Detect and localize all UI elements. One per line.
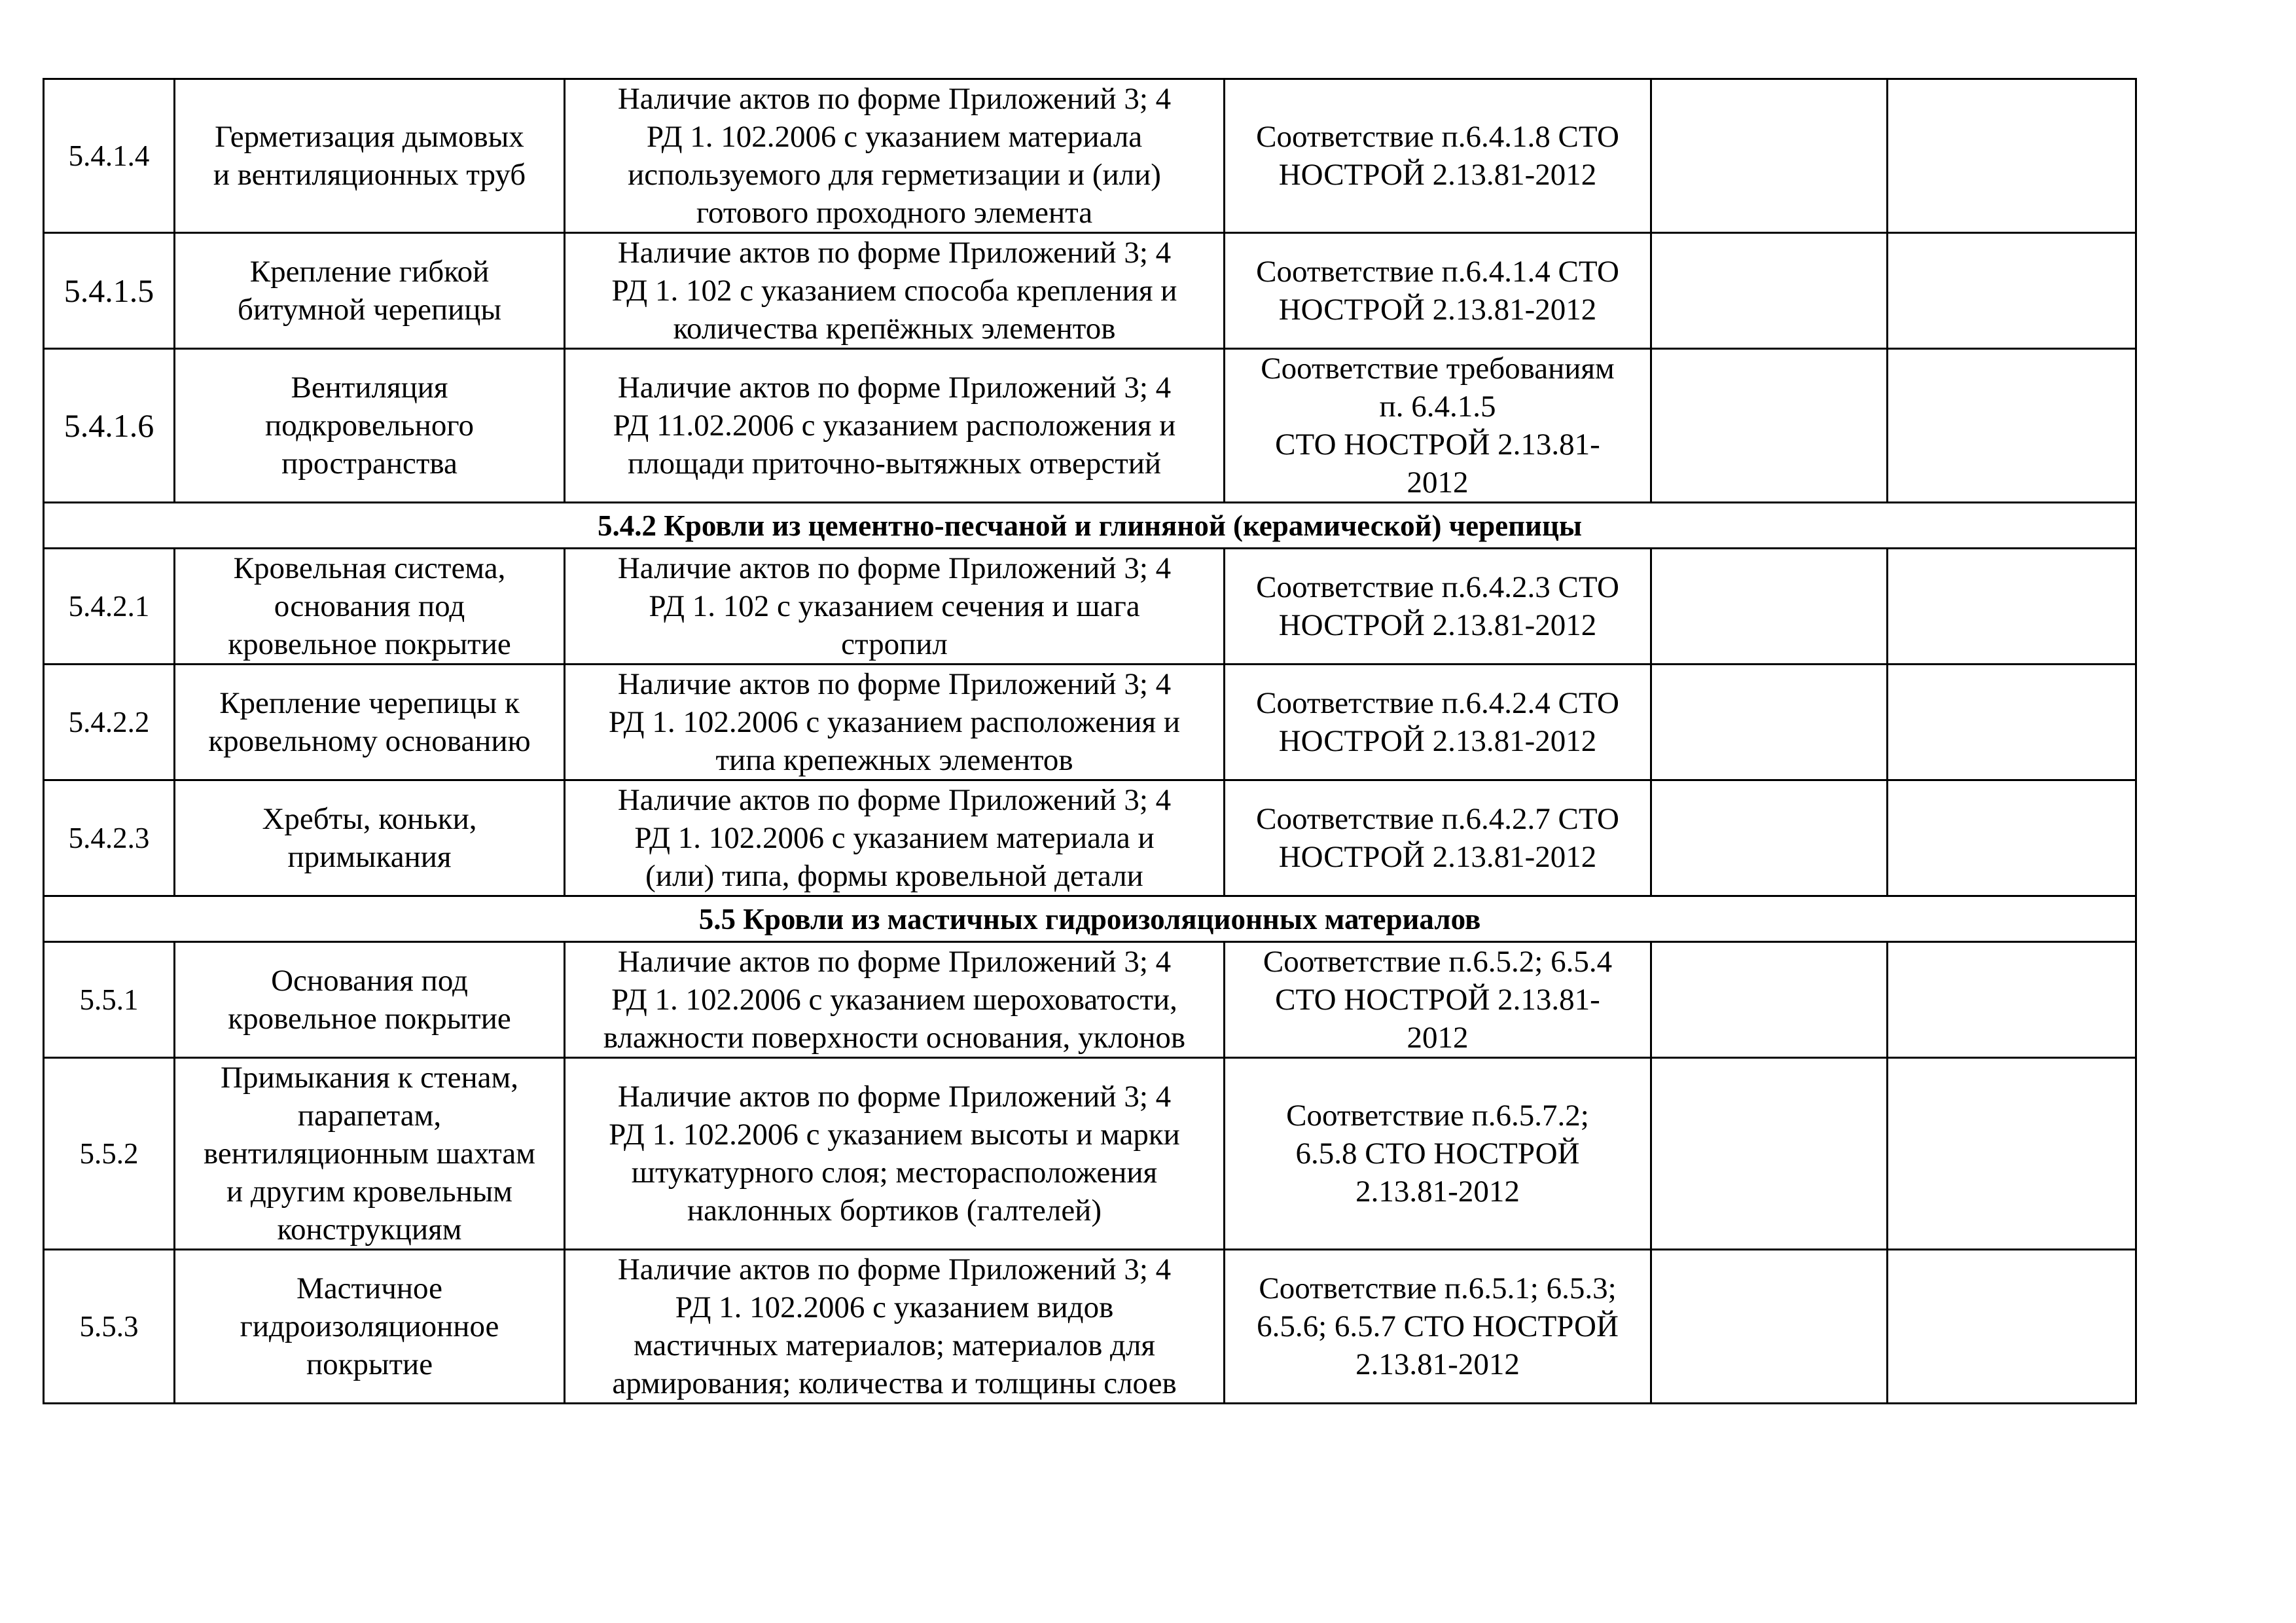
empty-cell-col6 <box>1888 349 2136 503</box>
table-body <box>44 79 2136 1404</box>
work-name <box>175 780 565 896</box>
empty-cell-col5 <box>1651 1058 1888 1250</box>
text-line: Наличие актов по форме Приложений 3; 4 <box>617 551 1172 585</box>
empty-cell-col6 <box>1888 549 2136 665</box>
text-line: Наличие актов по форме Приложений 3; 4 <box>617 371 1172 405</box>
required-documents <box>565 549 1225 665</box>
requirement-reference <box>1225 942 1651 1058</box>
text-line: п. 6.4.1.5 <box>1379 390 1496 424</box>
text-line: РД 1. 102.2006 с указанием шероховатости, <box>611 983 1177 1017</box>
text-line: Хребты, коньки, <box>262 802 477 836</box>
text-line: РД 1. 102.2006 с указанием высоты и марки <box>609 1118 1180 1152</box>
empty-cell-col6 <box>1888 780 2136 896</box>
empty-cell-col6 <box>1888 79 2136 233</box>
text-line: Соответствие п.6.5.2; 6.5.4 <box>1263 945 1613 979</box>
work-name <box>175 665 565 780</box>
text-line: количества крепёжных элементов <box>673 312 1116 346</box>
text-line: 6.5.6; 6.5.7 СТО НОСТРОЙ <box>1257 1309 1619 1343</box>
text-line: НОСТРОЙ 2.13.81-2012 <box>1278 840 1597 874</box>
empty-cell-col6 <box>1888 1250 2136 1404</box>
required-documents <box>565 79 1225 233</box>
text-line: Наличие актов по форме Приложений 3; 4 <box>617 1080 1172 1114</box>
text-line: Наличие актов по форме Приложений 3; 4 <box>617 945 1172 979</box>
text-line: готового проходного элемента <box>696 196 1093 230</box>
empty-cell-col6 <box>1888 233 2136 349</box>
requirement-reference <box>1225 79 1651 233</box>
text-line: Наличие актов по форме Приложений 3; 4 <box>617 82 1172 116</box>
item-number: 5.4.1.6 <box>44 349 175 503</box>
text-line: Герметизация дымовых <box>215 120 524 154</box>
requirement-reference <box>1225 549 1651 665</box>
text-line: 2012 <box>1407 1021 1469 1055</box>
text-line: 2.13.81-2012 <box>1355 1347 1520 1381</box>
table-row <box>44 665 2136 780</box>
work-name <box>175 233 565 349</box>
text-line: Соответствие п.6.4.2.4 СТО <box>1256 686 1619 720</box>
text-line: РД 1. 102.2006 с указанием видов <box>675 1290 1114 1324</box>
text-line: Основания под <box>271 964 468 998</box>
text-line: конструкциям <box>277 1213 462 1247</box>
text-line: 2012 <box>1407 465 1469 500</box>
table-row <box>44 942 2136 1058</box>
section-title: 5.5 Кровли из мастичных гидроизоляционных материалов <box>44 896 2136 942</box>
text-line: РД 1. 102.2006 с указанием материала <box>646 120 1143 154</box>
section-header-row <box>44 503 2136 549</box>
table-row <box>44 349 2136 503</box>
empty-cell-col5 <box>1651 79 1888 233</box>
table-row <box>44 79 2136 233</box>
table-row <box>44 549 2136 665</box>
required-documents <box>565 942 1225 1058</box>
text-line: Крепление гибкой <box>249 255 490 289</box>
requirement-reference <box>1225 349 1651 503</box>
requirement-reference <box>1225 1250 1651 1404</box>
empty-cell-col5 <box>1651 665 1888 780</box>
text-line: стропил <box>841 627 948 661</box>
text-line: подкровельного <box>265 409 474 443</box>
table-row <box>44 1058 2136 1250</box>
empty-cell-col5 <box>1651 233 1888 349</box>
text-line: Вентиляция <box>291 371 448 405</box>
table-row <box>44 1250 2136 1404</box>
text-line: Соответствие п.6.5.7.2; <box>1286 1099 1589 1133</box>
text-line: РД 11.02.2006 с указанием расположения и <box>613 409 1176 443</box>
text-line: РД 1. 102.2006 с указанием расположения и <box>608 705 1181 739</box>
text-line: Соответствие п.6.4.2.3 СТО <box>1256 570 1619 604</box>
text-line: Крепление черепицы к <box>219 686 520 720</box>
empty-cell-col6 <box>1888 1058 2136 1250</box>
work-name <box>175 1058 565 1250</box>
requirement-reference <box>1225 1058 1651 1250</box>
text-line: Наличие актов по форме Приложений 3; 4 <box>617 236 1172 270</box>
requirement-reference <box>1225 780 1651 896</box>
section-header-row <box>44 896 2136 942</box>
work-name <box>175 942 565 1058</box>
text-line: битумной черепицы <box>237 293 502 327</box>
text-line: типа крепежных элементов <box>715 743 1073 777</box>
text-line: пространства <box>281 447 457 481</box>
requirement-reference <box>1225 665 1651 780</box>
empty-cell-col6 <box>1888 665 2136 780</box>
text-line: Наличие актов по форме Приложений 3; 4 <box>617 783 1172 817</box>
text-line: Примыкания к стенам, <box>221 1061 518 1095</box>
text-line: Соответствие п.6.4.1.4 СТО <box>1256 255 1619 289</box>
required-documents <box>565 233 1225 349</box>
text-line: 2.13.81-2012 <box>1355 1175 1520 1209</box>
text-line: армирования; количества и толщины слоев <box>612 1366 1177 1400</box>
empty-cell-col6 <box>1888 942 2136 1058</box>
text-line: РД 1. 102.2006 с указанием материала и <box>634 821 1155 855</box>
text-line: парапетам, <box>297 1099 442 1133</box>
text-line: кровельное покрытие <box>228 1002 511 1036</box>
text-line: штукатурного слоя; месторасположения <box>631 1156 1158 1190</box>
text-line: покрытие <box>306 1347 433 1381</box>
text-line: Кровельная система, <box>233 551 506 585</box>
text-line: РД 1. 102 с указанием способа крепления и <box>611 274 1177 308</box>
text-line: используемого для герметизации и (или) <box>628 158 1161 192</box>
text-line: вентиляционным шахтам <box>204 1137 535 1171</box>
text-line: Мастичное <box>296 1271 442 1305</box>
required-documents <box>565 665 1225 780</box>
text-line: Соответствие п.6.5.1; 6.5.3; <box>1259 1271 1617 1305</box>
table-row <box>44 780 2136 896</box>
text-line: и вентиляционных труб <box>213 158 526 192</box>
text-line: Наличие актов по форме Приложений 3; 4 <box>617 1252 1172 1286</box>
empty-cell-col5 <box>1651 549 1888 665</box>
item-number: 5.4.1.4 <box>44 79 175 233</box>
required-documents <box>565 349 1225 503</box>
text-line: СТО НОСТРОЙ 2.13.81- <box>1275 983 1600 1017</box>
empty-cell-col5 <box>1651 780 1888 896</box>
text-line: гидроизоляционное <box>240 1309 499 1343</box>
required-documents <box>565 1058 1225 1250</box>
text-line: влажности поверхности основания, уклонов <box>603 1021 1186 1055</box>
work-name <box>175 349 565 503</box>
required-documents <box>565 1250 1225 1404</box>
item-number: 5.4.2.2 <box>44 665 175 780</box>
text-line: Соответствие п.6.4.2.7 СТО <box>1256 802 1619 836</box>
text-line: НОСТРОЙ 2.13.81-2012 <box>1278 608 1597 642</box>
text-line: площади приточно-вытяжных отверстий <box>627 447 1162 481</box>
text-line: кровельному основанию <box>208 724 531 758</box>
item-number: 5.4.2.1 <box>44 549 175 665</box>
text-line: и другим кровельным <box>226 1175 513 1209</box>
text-line: Соответствие требованиям <box>1261 352 1615 386</box>
text-line: НОСТРОЙ 2.13.81-2012 <box>1278 293 1597 327</box>
item-number: 5.4.1.5 <box>44 233 175 349</box>
work-name <box>175 79 565 233</box>
text-line: мастичных материалов; материалов для <box>633 1328 1156 1362</box>
text-line: наклонных бортиков (галтелей) <box>687 1194 1102 1228</box>
empty-cell-col5 <box>1651 349 1888 503</box>
text-line: Соответствие п.6.4.1.8 СТО <box>1256 120 1619 154</box>
item-number: 5.5.1 <box>44 942 175 1058</box>
item-number: 5.4.2.3 <box>44 780 175 896</box>
text-line: НОСТРОЙ 2.13.81-2012 <box>1278 724 1597 758</box>
item-number: 5.5.2 <box>44 1058 175 1250</box>
item-number: 5.5.3 <box>44 1250 175 1404</box>
text-line: РД 1. 102 с указанием сечения и шага <box>649 589 1140 623</box>
text-line: примыкания <box>287 840 452 874</box>
text-line: НОСТРОЙ 2.13.81-2012 <box>1278 158 1597 192</box>
text-line: основания под <box>274 589 465 623</box>
empty-cell-col5 <box>1651 1250 1888 1404</box>
text-line: 6.5.8 СТО НОСТРОЙ <box>1295 1137 1580 1171</box>
required-documents <box>565 780 1225 896</box>
empty-cell-col5 <box>1651 942 1888 1058</box>
section-title: 5.4.2 Кровли из цементно-песчаной и глиняной (керамической) черепицы <box>44 503 2136 549</box>
work-name <box>175 549 565 665</box>
text-line: Наличие актов по форме Приложений 3; 4 <box>617 667 1172 701</box>
text-line: (или) типа, формы кровельной детали <box>645 859 1143 893</box>
work-name <box>175 1250 565 1404</box>
text-line: кровельное покрытие <box>228 627 511 661</box>
table-row <box>44 233 2136 349</box>
requirement-reference <box>1225 233 1651 349</box>
inspection-table <box>43 78 2137 1404</box>
text-line: СТО НОСТРОЙ 2.13.81- <box>1275 428 1600 462</box>
